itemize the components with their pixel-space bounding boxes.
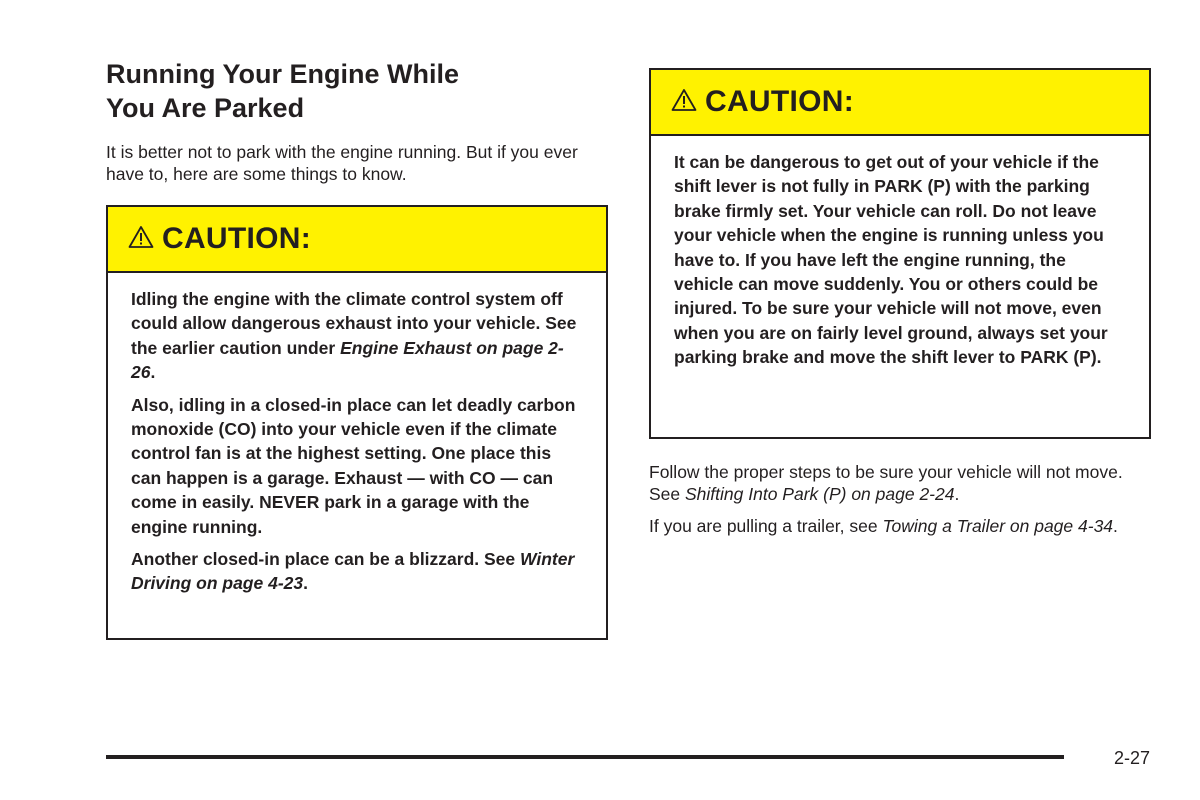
caution-p3-end: . [303, 573, 308, 594]
caution-p3-text: Another closed-in place can be a blizzard. See [131, 549, 520, 570]
section-title-line1: Running Your Engine While [106, 59, 459, 89]
caution-paragraph-1 [131, 287, 586, 385]
para2-end: . [1113, 516, 1118, 536]
warning-triangle-icon [671, 88, 697, 112]
caution-box-park [649, 68, 1151, 439]
intro-paragraph: It is better not to park with the engine running. But if you ever have to, here are some things to know. [106, 142, 578, 184]
cross-reference-engine-exhaust: Engine Exhaust on page 2-26 [131, 337, 564, 383]
body-paragraph-trailer [649, 515, 1149, 537]
body-paragraph-shifting [649, 461, 1149, 505]
caution-paragraph: It can be dangerous to get out of your vehicle if the shift lever is not fully in PARK (P) with the parking brake firmly set. Your vehicle can roll. Do not leave your vehicle when the engine is running unless you have to. If you have left the engine running, the vehicle can move suddenly. You or others could be injured. To be sure your vehicle will not move, even when you are on fairly level ground, always set your parking brake and move the shift lever to PARK (P). [674, 152, 1108, 368]
caution-paragraph-2: Also, idling in a closed-in place can let deadly carbon monoxide (CO) into your vehicle even if the climate control fan is at the highest setting. One place this can happen is a garage. Exhaust — with CO — can come in easily. NEVER park in a garage with the engine running. [131, 394, 576, 537]
para1-end: . [954, 484, 960, 504]
caution-paragraph-3 [131, 547, 586, 596]
cross-reference-towing-trailer: Towing a Trailer on page 4-34 [882, 516, 1114, 536]
caution-box-idling [106, 205, 608, 640]
caution-title: CAUTION: [162, 222, 312, 255]
caution-p1-end: . [150, 362, 156, 383]
caution-p1-text: Idling the engine with the climate control system off could allow dangerous exhaust into your vehicle. See the earlier caution under [131, 289, 577, 358]
page-number: 2-27 [1114, 748, 1151, 768]
caution-body [108, 273, 606, 610]
para2-text: If you are pulling a trailer, see [649, 516, 883, 536]
cross-reference-shifting-into-park: Shifting Into Park (P) on page 2-24 [685, 484, 955, 504]
warning-triangle-icon [128, 225, 154, 249]
caution-title: CAUTION: [705, 85, 855, 118]
caution-header [651, 70, 1149, 136]
section-title [106, 57, 459, 125]
caution-body [651, 136, 1149, 384]
caution-header [108, 207, 606, 273]
cross-reference-winter-driving: Winter Driving on page 4-23 [131, 549, 575, 594]
para1-text: Follow the proper steps to be sure your vehicle will not move. See [649, 462, 1123, 504]
footer-rule [106, 755, 1064, 759]
section-title-line2: You Are Parked [106, 93, 305, 123]
